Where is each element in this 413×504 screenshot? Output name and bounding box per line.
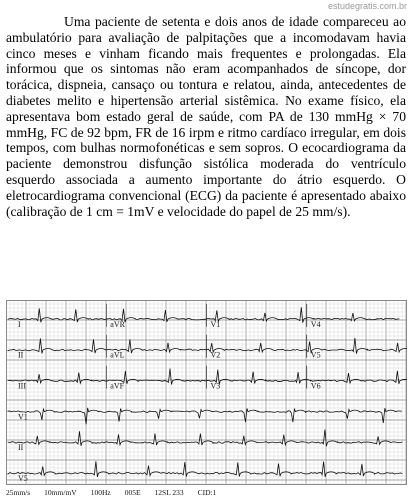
watermark: estudegratis.com.br — [327, 1, 407, 11]
ecg-tracing — [6, 300, 407, 485]
ecg-image — [6, 300, 407, 485]
lead-label-ii: II — [18, 443, 24, 453]
case-paragraph: Uma paciente de setenta e dois anos de idade compareceu ao ambulatório para avaliação de palpitações que a incomodavam havia cinco meses e vinham ficando mais frequentes e prolongadas. Ela informou que os sintomas não eram acompanhados de síncope, dor torácica, dispneia, cansaço ou tontura e relatou, ainda, antecedentes de diabetes melito e hipertensão arterial sistêmica. No exame físico, ela apresentava bom estado geral de saúde, com PA de 130 mmHg × 70 mmHg, FC de 92 bpm, FR de 16 irpm e ritmo cardíaco irregular, em dois tempos, com bulhas normofonéticas e sem sopros. O ecocardiograma da paciente demonstrou disfunção sistólica moderada do ventrículo esquerdo associada a aumento importante do átrio esquerdo. O eletrocardiograma convencional (ECG) da paciente é apresentado abaixo (calibração de 1 cm = 1mV e velocidade do papel de 25 mm/s). — [6, 14, 406, 219]
lead-label-v4: V4 — [310, 319, 321, 329]
lead-label-avf: aVF — [110, 381, 125, 391]
footer-gain: 10mm/mV — [44, 488, 77, 497]
lead-label-v5: V5 — [310, 350, 321, 360]
lead-label-v5: V5 — [18, 474, 28, 483]
lead-label-iii: III — [18, 381, 26, 391]
footer-code: 005E — [124, 488, 141, 497]
lead-label-ii: II — [18, 350, 24, 360]
lead-label-i: I — [18, 319, 21, 329]
footer-cid: CID:1 — [197, 488, 217, 497]
lead-label-avr: aVR — [110, 319, 125, 329]
ecg-trace-row-1 — [8, 307, 399, 322]
lead-label-v1: V1 — [18, 412, 28, 422]
ecg-trace-row-6 — [8, 461, 402, 477]
ecg-footer — [6, 488, 407, 502]
lead-label-v2: V2 — [210, 350, 221, 360]
ecg-trace-row-3 — [8, 369, 407, 385]
footer-speed: 25mm/s — [6, 488, 31, 497]
lead-label-v3: V3 — [210, 381, 221, 391]
lead-label-v1: V1 — [210, 319, 221, 329]
lead-label-v6: V6 — [310, 381, 321, 391]
footer-filter: 100Hz — [90, 488, 111, 497]
footer-device: 12SL 233 — [154, 488, 184, 497]
lead-label-avl: aVL — [110, 350, 125, 360]
